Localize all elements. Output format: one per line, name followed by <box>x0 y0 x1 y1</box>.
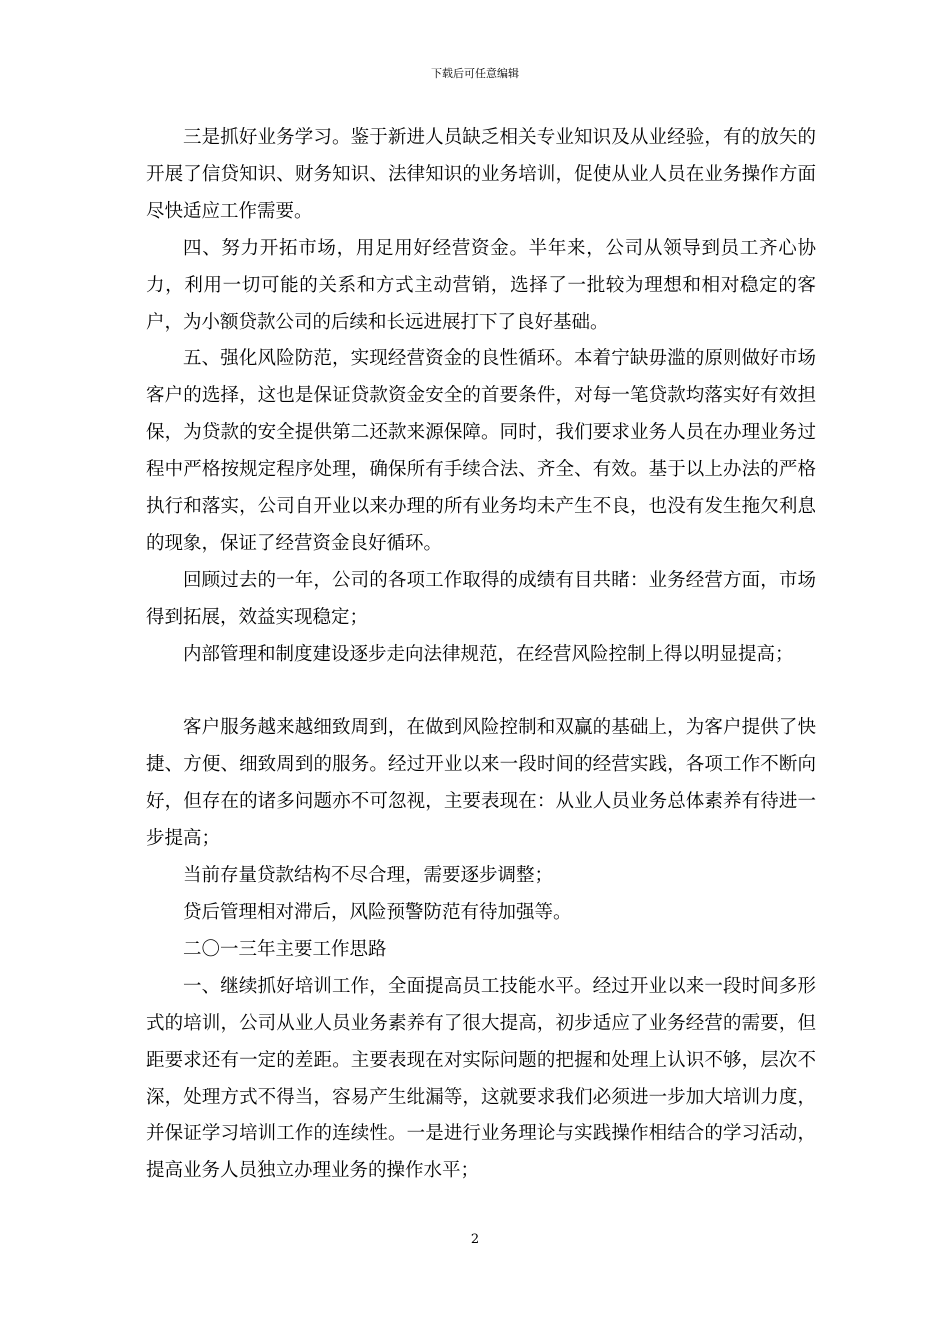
document-body <box>146 120 816 1190</box>
paragraph-risk-prevention: 五、强化风险防范，实现经营资金的良性循环。本着宁缺毋滥的原则做好市场客户的选择，这也是保证贷款资金安全的首要条件，对每一笔贷款均落实好有效担保，为贷款的安全提供第二还款来源保障。同时，我们要求业务人员在办理业务过程中严格按规定程序处理，确保所有手续合法、齐全、有效。基于以上办法的严格执行和落实，公司自开业以来办理的所有业务均未产生不良，也没有发生拖欠利息的现象，保证了经营资金良好循环。 <box>146 348 816 554</box>
paragraph-loan-structure: 当前存量贷款结构不尽合理，需要逐步调整； <box>183 865 554 887</box>
paragraph-post-loan-management: 贷后管理相对滞后，风险预警防范有待加强等。 <box>183 902 572 924</box>
paragraph-review-past-year: 回顾过去的一年，公司的各项工作取得的成绩有目共睹：业务经营方面，市场得到拓展，效益实现稳定； <box>146 569 816 628</box>
page-number: 2 <box>470 1232 480 1247</box>
paragraph-customer-service: 客户服务越来越细致周到，在做到风险控制和双赢的基础上，为客户提供了快捷、方便、细致周到的服务。经过开业以来一段时间的经营实践，各项工作不断向好，但存在的诸多问题亦不可忽视，主要表现在：从业人员业务总体素养有待进一步提高； <box>146 717 816 850</box>
section-heading-work-plan: 二〇一三年主要工作思路 <box>183 938 387 960</box>
paragraph-internal-management: 内部管理和制度建设逐步走向法律规范，在经营风险控制上得以明显提高； <box>183 643 794 665</box>
paragraph-market-expansion: 四、努力开拓市场，用足用好经营资金。半年来，公司从领导到员工齐心协力，利用一切可能的关系和方式主动营销，选择了一批较为理想和相对稳定的客户，为小额贷款公司的后续和长远进展打下了良好基础。 <box>146 237 816 333</box>
blank-line <box>146 674 816 711</box>
page-header: 下载后可任意编辑 <box>431 67 519 80</box>
paragraph-business-study: 三是抓好业务学习。鉴于新进人员缺乏相关专业知识及从业经验，有的放矢的开展了信贷知识、财务知识、法律知识的业务培训，促使从业人员在业务操作方面尽快适应工作需要。 <box>146 127 816 222</box>
paragraph-training-work: 一、继续抓好培训工作，全面提高员工技能水平。经过开业以来一段时间多形式的培训，公司从业人员业务素养有了很大提高，初步适应了业务经营的需要，但距要求还有一定的差距。主要表现在对实际问题的把握和处理上认识不够，层次不深，处理方式不得当，容易产生纰漏等，这就要求我们必须进一步加大培训力度，并保证学习培训工作的连续性。一是进行业务理论与实践操作相结合的学习活动，提高业务人员独立办理业务的操作水平； <box>146 975 816 1182</box>
